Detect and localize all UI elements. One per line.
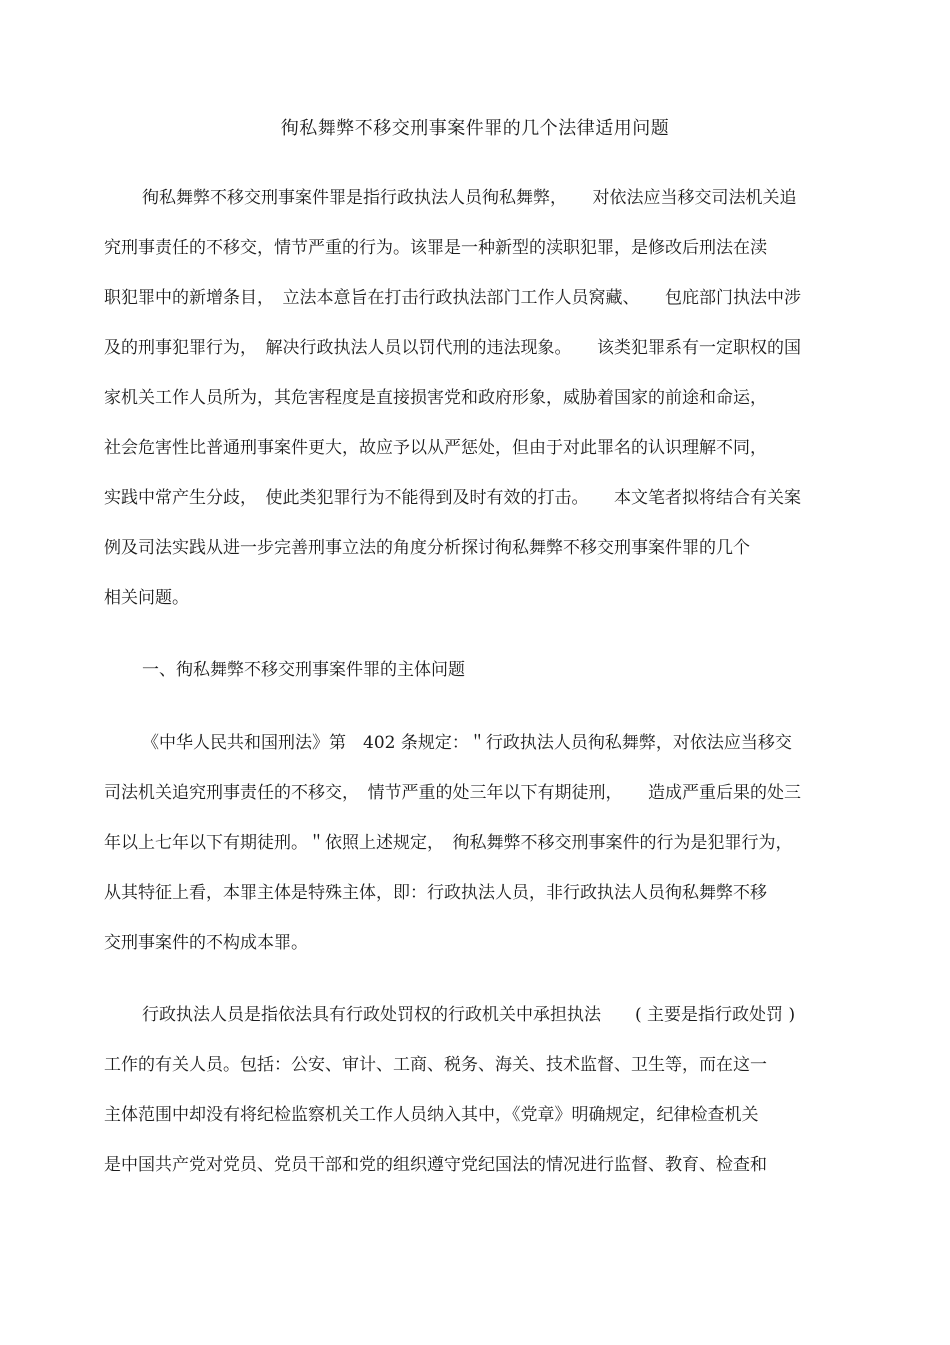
document-title: 徇私舞弊不移交刑事案件罪的几个法律适用问题 — [280, 118, 670, 139]
paragraph-line: 交刑事案件的不构成本罪。 — [104, 933, 308, 953]
paragraph-line: 徇私舞弊不移交刑事案件罪是指行政执法人员徇私舞弊， 对依法应当移交司法机关追 — [142, 188, 797, 208]
paragraph-line: 实践中常产生分歧， 使此类犯罪行为不能得到及时有效的打击。 本文笔者拟将结合有关案 — [104, 488, 801, 508]
paragraph-line: 究刑事责任的不移交，情节严重的行为。该罪是一种新型的渎职犯罪，是修改后刑法在渎 — [104, 238, 767, 258]
paragraph-line: 职犯罪中的新增条目， 立法本意旨在打击行政执法部门工作人员窝藏、 包庇部门执法中涉 — [104, 288, 801, 308]
paragraph-line: 是中国共产党对党员、党员干部和党的组织遵守党纪国法的情况进行监督、教育、检查和 — [104, 1155, 767, 1175]
paragraph-line: 《中华人民共和国刑法》第 402 条规定：＂行政执法人员徇私舞弊，对依法应当移交 — [142, 733, 792, 753]
paragraph-line: 年以上七年以下有期徒刑。＂依照上述规定， 徇私舞弊不移交刑事案件的行为是犯罪行为， — [104, 833, 793, 853]
paragraph-line: 及的刑事犯罪行为， 解决行政执法人员以罚代刑的违法现象。 该类犯罪系有一定职权的国 — [104, 338, 801, 358]
paragraph-line: 相关问题。 — [104, 588, 189, 608]
paragraph-line: 从其特征上看，本罪主体是特殊主体，即：行政执法人员，非行政执法人员徇私舞弊不移 — [104, 883, 767, 903]
paragraph-line: 社会危害性比普通刑事案件更大，故应予以从严惩处，但由于对此罪名的认识理解不同， — [104, 438, 767, 458]
paragraph-line: 主体范围中却没有将纪检监察机关工作人员纳入其中，《党章》明确规定，纪律检查机关 — [104, 1105, 759, 1125]
paragraph-line: 司法机关追究刑事责任的不移交， 情节严重的处三年以下有期徒刑， 造成严重后果的处三 — [104, 783, 801, 803]
paragraph-line: 工作的有关人员。包括：公安、审计、工商、税务、海关、技术监督、卫生等，而在这一 — [104, 1055, 767, 1075]
paragraph-line: 家机关工作人员所为，其危害程度是直接损害党和政府形象，威胁着国家的前途和命运， — [104, 388, 767, 408]
section-heading: 一、徇私舞弊不移交刑事案件罪的主体问题 — [142, 660, 465, 680]
paragraph-line: 行政执法人员是指依法具有行政处罚权的行政机关中承担执法 ( 主要是指行政处罚 ) — [142, 1005, 796, 1025]
paragraph-line: 例及司法实践从进一步完善刑事立法的角度分析探讨徇私舞弊不移交刑事案件罪的几个 — [104, 538, 750, 558]
